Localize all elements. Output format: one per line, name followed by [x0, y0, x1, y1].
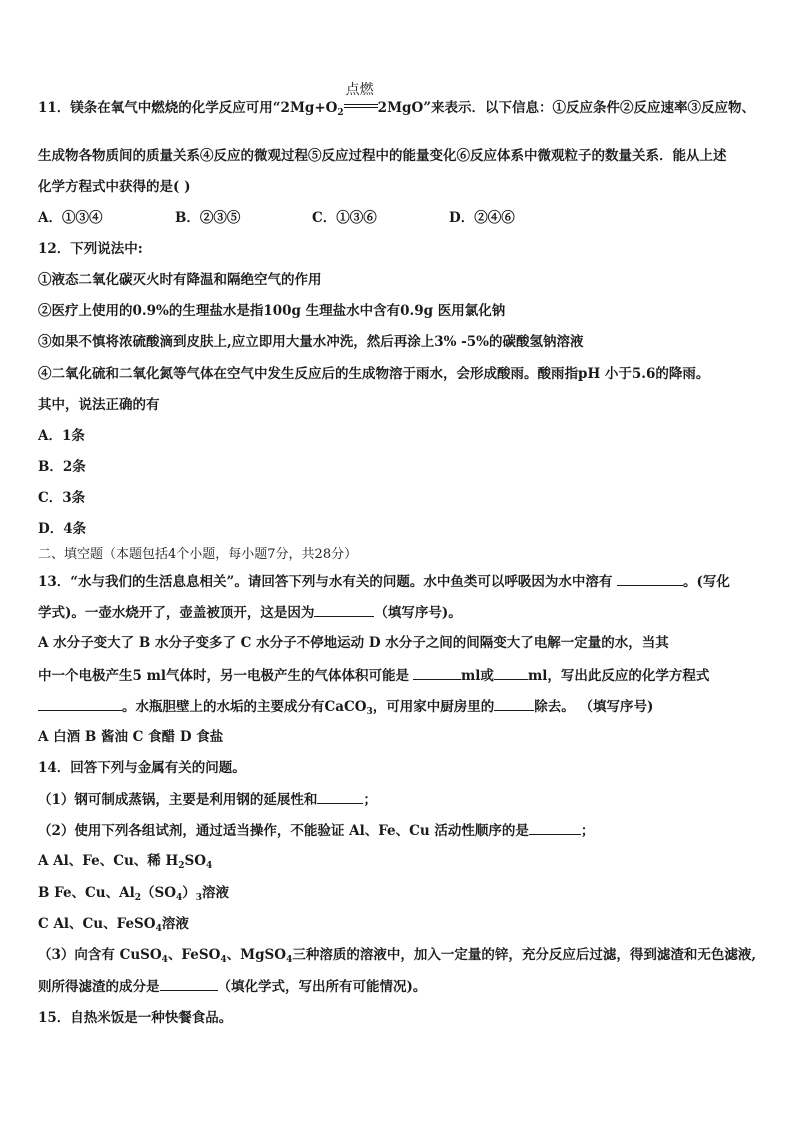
q13-line2-end: （填写序号)。: [374, 605, 462, 621]
q13-line6: A 白酒 B 酱油 C 食醋 D 食盐: [38, 729, 224, 745]
equals-line-top: [344, 104, 378, 105]
subscript: 4: [161, 955, 168, 965]
subscript: 3: [195, 893, 203, 903]
q12-option-d: D．4条: [38, 521, 87, 537]
q13-line5-text: 。水瓶胆壁上的水垢的主要成分有CaCO: [122, 699, 367, 715]
q13-line4: [38, 666, 709, 685]
q12-option-a: A．1条: [38, 428, 85, 444]
q14-part2: [38, 821, 594, 840]
q11-option-a: A．①③④: [38, 210, 103, 226]
o2-subscript: 2: [337, 108, 344, 118]
q13-line5-end: 除去。 （填写序号): [534, 699, 654, 715]
answer-blank[interactable]: [617, 572, 683, 586]
q14-part3-end: 三种溶质的溶液中，加入一定量的锌，充分反应后过滤，得到滤渣和无色滤液,: [292, 947, 757, 963]
q14-part1-end: ；: [363, 792, 377, 808]
q14-option-a: [38, 852, 212, 870]
q14-option-b-end: 溶液: [202, 885, 230, 901]
q13-line1-text: 13．“水与我们的生活息息相关”。请回答下列与水有关的问题。水中鱼类可以呼吸因为水中溶有: [38, 574, 613, 590]
answer-blank[interactable]: [529, 821, 581, 835]
q14-part2-text: （2）使用下列各组试剂，通过适当操作，不能验证 Al、Fe、Cu 活动性顺序的是: [38, 823, 529, 839]
q14-part2-end: ；: [580, 823, 595, 839]
q14-part3-text: （3）向含有 CuSO: [38, 947, 162, 963]
q13-line2: [38, 603, 462, 622]
q12-option-b: B．2条: [38, 459, 86, 475]
q14-option-b-text: B Fe、Cu、Al: [38, 885, 135, 901]
answer-blank[interactable]: [413, 666, 461, 680]
q11-text-pre: 11．镁条在氧气中燃烧的化学反应可用“2Mg+O: [38, 100, 338, 116]
q14-option-b-paren: ）: [182, 885, 196, 901]
q14-part3: [38, 946, 756, 964]
equals-line-bottom: [344, 107, 378, 108]
condition-label: 点燃: [345, 82, 374, 98]
q13-line5-mid: ，可用家中厨房里的: [372, 699, 495, 715]
q14-option-c: [38, 915, 189, 933]
q12-title: 12．下列说法中:: [38, 241, 143, 257]
subscript: 4: [220, 955, 227, 965]
q12-statement-5: 其中，说法正确的有: [38, 397, 160, 413]
q13-line2-text: 学式)。一壶水烧开了，壶盖被顶开，这是因为: [38, 605, 315, 621]
q11-options: [38, 209, 515, 227]
q14-part3-feso: 、FeSO: [167, 947, 221, 963]
q13-line1-end: 。(写化: [683, 574, 730, 590]
q14-part3-line2-end: （填化学式，写出所有可能情况)。: [217, 979, 427, 995]
q11-text-post: 2MgO”来表示．以下信息：①反应条件②反应速率③反应物、: [377, 100, 755, 116]
subscript: 4: [176, 893, 183, 903]
answer-blank[interactable]: [314, 603, 374, 617]
subscript: 4: [155, 924, 162, 934]
q12-statement-4: ④二氧化硫和二氧化氮等气体在空气中发生反应后的生成物溶于雨水，会形成酸雨。酸雨指pH 小于5.6的降雨。: [38, 366, 710, 382]
q14-part1-text: （1）钢可制成蒸锅，主要是利用钢的延展性和: [38, 792, 318, 808]
q11-option-d: D．②④⑥: [449, 210, 515, 226]
q14-part3-line2: [38, 977, 426, 996]
q14-option-a-text: A Al、Fe、Cu、稀 H: [38, 853, 179, 869]
answer-blank[interactable]: [494, 666, 528, 680]
subscript: 2: [134, 893, 141, 903]
q11-line1: [38, 82, 755, 118]
q14-option-c-end: 溶液: [161, 916, 189, 932]
q15-title: 15．自热米饭是一种快餐食品。: [38, 1010, 233, 1026]
answer-blank[interactable]: [317, 790, 363, 804]
q14-part1: [38, 790, 377, 809]
subscript: 4: [206, 861, 213, 871]
q14-option-c-text: C Al、Cu、FeSO: [38, 916, 156, 932]
q11-line3: 化学方程式中获得的是( ): [38, 179, 191, 195]
q14-option-b: [38, 884, 229, 902]
q13-line4-end: ml，写出此反应的化学方程式: [527, 668, 710, 684]
subscript: 2: [178, 861, 185, 871]
q12-option-c: C．3条: [38, 490, 86, 506]
q12-statement-2: ②医疗上使用的0.9%的生理盐水是指100g 生理盐水中含有0.9g 医用氯化钠: [38, 303, 506, 319]
caco3-subscript: 3: [366, 707, 373, 717]
q11-line2: 生成物各物质间的质量关系④反应的微观过程⑤反应过程中的能量变化⑥反应体系中微观粒子的数量关系．能从上述: [38, 148, 727, 164]
subscript: 4: [286, 955, 293, 965]
q13-line4-text: 中一个电极产生5 ml气体时，另一电极产生的气体体积可能是: [38, 668, 410, 684]
q14-option-a-so: SO: [184, 853, 207, 869]
q14-title: 14．回答下列与金属有关的问题。: [38, 760, 246, 776]
q11-option-b: B．②③⑤: [175, 210, 241, 226]
q13-line4-mid: ml或: [461, 668, 494, 684]
q12-statement-3: ③如果不慎将浓硫酸滴到皮肤上,应立即用大量水冲洗，然后再涂上3% -5%的碳酸氢钠溶液: [38, 334, 584, 350]
q13-line1: [38, 572, 730, 591]
q13-line3: A 水分子变大了 B 水分子变多了 C 水分子不停地运动 D 水分子之间的间隔变大了电解一定量的水，当其: [38, 635, 669, 651]
q11-option-c: C．①③⑥: [312, 210, 377, 226]
section-heading: 二、填空题（本题包括4个小题，每小题7分，共28分）: [38, 547, 358, 562]
answer-blank[interactable]: [494, 697, 534, 711]
q14-part3-mgso: 、MgSO: [226, 947, 287, 963]
answer-blank[interactable]: [38, 697, 122, 711]
q13-line5: [38, 697, 653, 716]
answer-blank[interactable]: [160, 977, 218, 991]
reaction-condition: [344, 82, 378, 112]
q12-statement-1: ①液态二氧化碳灭火时有降温和隔绝空气的作用: [38, 272, 322, 288]
q14-option-b-so: （SO: [140, 885, 176, 901]
q14-part3-line2-text: 则所得滤渣的成分是: [38, 979, 160, 995]
